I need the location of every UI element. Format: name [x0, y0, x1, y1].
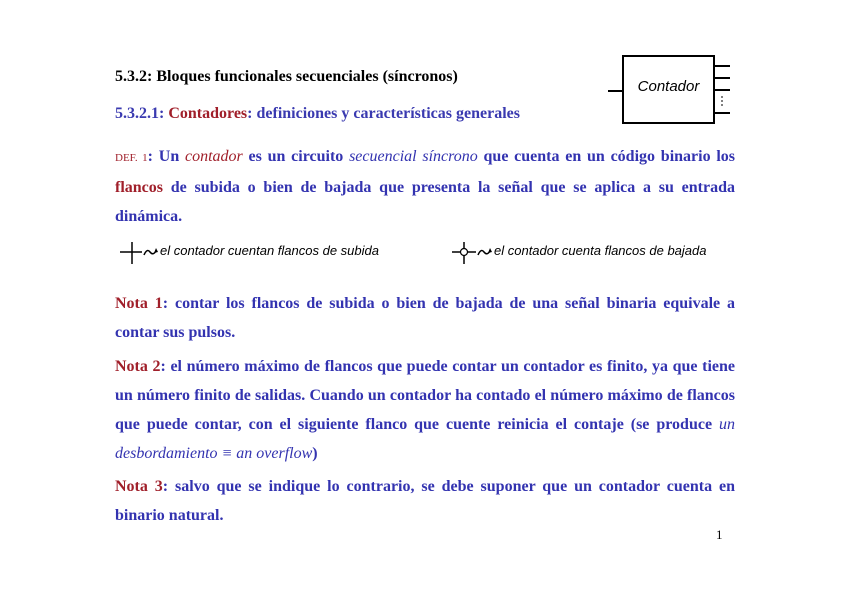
note-text: : salvo que se indique lo contrario, se debe suponer que un contador cuenta en binario natural.: [115, 478, 735, 524]
falling-edge-label: el contador cuenta flancos de bajada: [494, 243, 707, 258]
definition-paragraph: [115, 142, 735, 231]
definition-text: : Un: [147, 148, 185, 165]
term-flancos: flancos: [115, 179, 163, 196]
definition-label: DEF. 1: [115, 152, 148, 164]
note-3: [115, 472, 735, 530]
note-label: Nota 3: [115, 478, 163, 495]
note-italic: un desbordamiento ≡ an overflow: [115, 416, 735, 462]
definition-text: que cuenta en un código binario los: [477, 148, 736, 165]
note-2: [115, 352, 735, 468]
subtitle-suffix: : definiciones y características generales: [247, 105, 520, 122]
falling-edge-symbol-icon: [450, 238, 492, 268]
note-label: Nota 1: [115, 295, 163, 312]
section-title: 5.3.2: Bloques funcionales secuenciales (síncronos): [115, 68, 458, 85]
note-text: : el número máximo de flancos que puede contar un contador es finito, ya que tiene un número finito de salidas. Cuando un contador ha contado el número máximo de flancos que puede contar, con el siguiente flanco que cuente reinicia el contaje (se produce: [115, 358, 735, 433]
subsection-title: [115, 105, 520, 123]
rising-edge-label: el contador cuentan flancos de subida: [160, 243, 379, 258]
counter-block-label: Contador: [637, 78, 700, 95]
counter-block-pins: [600, 50, 740, 130]
note-1: [115, 289, 735, 347]
note-label: Nota 2: [115, 358, 161, 375]
term-contador: contador: [184, 148, 243, 165]
note-end: ): [312, 445, 318, 462]
definition-text: es un circuito: [242, 148, 350, 165]
term-secuencial: secuencial síncrono: [349, 148, 478, 165]
subtitle-prefix: 5.3.2.1:: [115, 105, 169, 122]
subtitle-highlight: Contadores: [168, 105, 248, 122]
note-text: : contar los flancos de subida o bien de bajada de una señal binaria equivale a contar sus pulsos.: [115, 295, 736, 341]
rising-edge-symbol-icon: [118, 238, 158, 268]
page-number: 1: [716, 527, 723, 542]
definition-text: de subida o bien de bajada que presenta la señal que se aplica a su entrada dinámica.: [115, 179, 735, 225]
